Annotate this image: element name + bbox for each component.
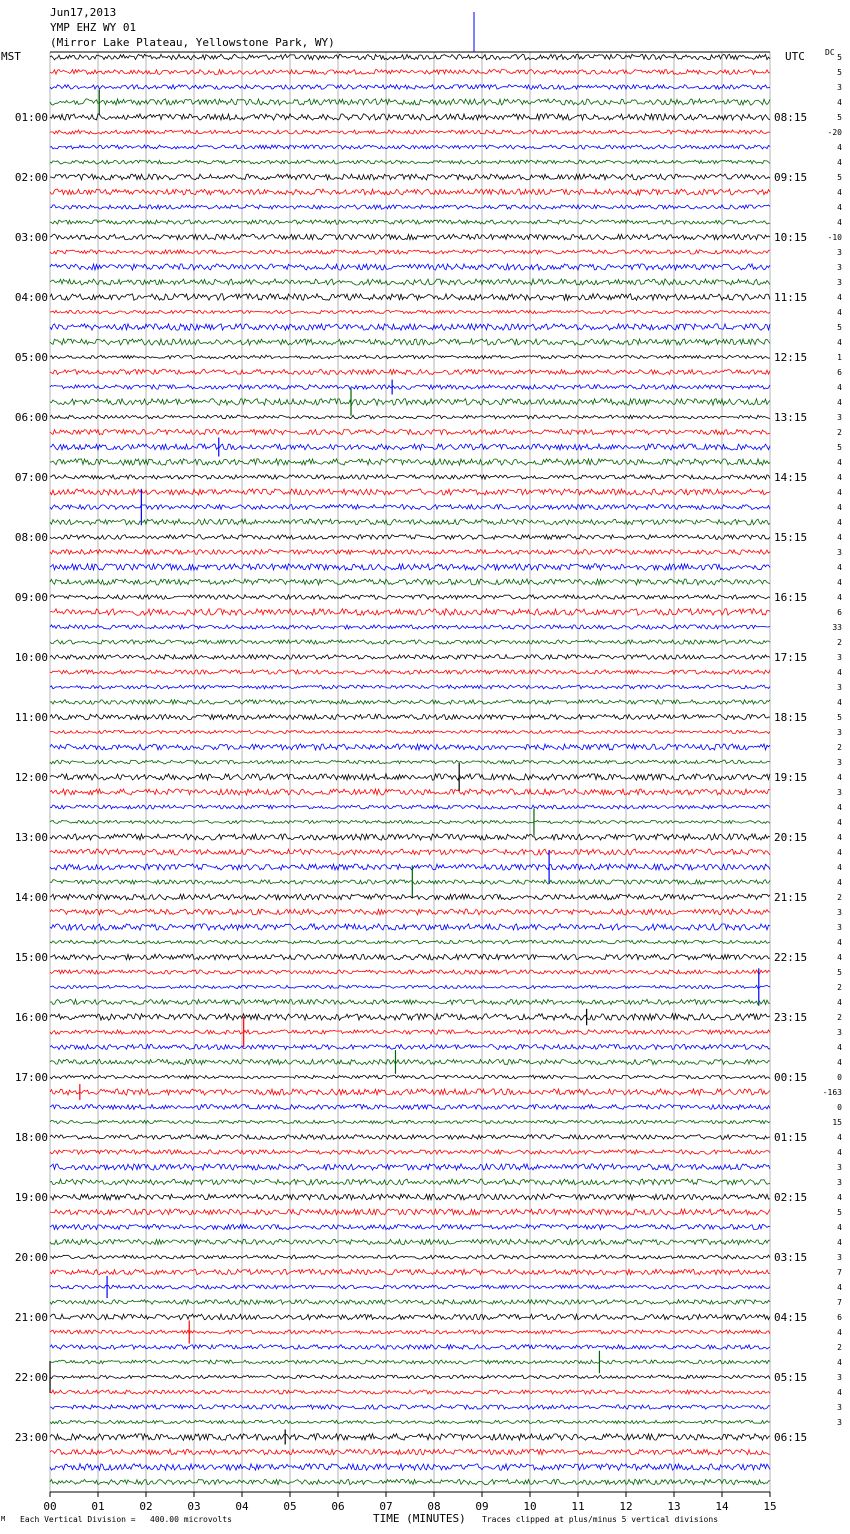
x-tick-label: 13 (667, 1500, 681, 1513)
dc-offset-label: 4 (837, 833, 842, 842)
seismic-trace (50, 805, 770, 809)
seismic-trace (50, 234, 770, 240)
plot-date: Jun17,2013 (50, 6, 117, 19)
dc-offset-label: 4 (837, 1193, 842, 1202)
dc-offset-label: 2 (837, 428, 842, 437)
dc-offset-label: 4 (837, 458, 842, 467)
seismic-trace (50, 760, 770, 764)
utc-hour-label: 13:15 (774, 411, 808, 424)
seismic-trace (50, 279, 770, 285)
dc-offset-label: 3 (837, 1178, 842, 1187)
mst-hour-label: 12:00 (14, 771, 48, 784)
utc-hour-label: 22:15 (774, 951, 808, 964)
seismic-trace (50, 700, 770, 705)
seismic-trace (50, 640, 770, 644)
utc-hour-label: 04:15 (774, 1311, 808, 1324)
seismic-trace (50, 999, 770, 1004)
x-tick-label: 08 (427, 1500, 441, 1513)
dc-offset-label: 0 (837, 1073, 842, 1082)
dc-offset-label: -20 (827, 128, 842, 137)
seismic-trace (50, 189, 770, 195)
mst-hour-label: 17:00 (14, 1071, 48, 1084)
utc-hour-label: 09:15 (774, 171, 808, 184)
seismic-trace (50, 70, 770, 75)
dc-offset-label: 4 (837, 863, 842, 872)
seismic-trace (50, 1075, 770, 1079)
seismic-trace (50, 595, 770, 600)
seismic-trace (50, 1105, 770, 1110)
dc-offset-label: 4 (837, 593, 842, 602)
utc-hour-label: 11:15 (774, 291, 808, 304)
dc-offset-label: 2 (837, 1013, 842, 1022)
dc-offset-label: 3 (837, 1253, 842, 1262)
seismic-trace (50, 54, 770, 60)
dc-offset-label: 3 (837, 908, 842, 917)
dc-offset-title: DC (825, 48, 835, 57)
dc-offset-label: 4 (837, 98, 842, 107)
station-location: (Mirror Lake Plateau, Yellowstone Park, WY) (50, 36, 335, 49)
dc-offset-label: 4 (837, 203, 842, 212)
dc-offset-label: 4 (837, 953, 842, 962)
dc-offset-label: 7 (837, 1298, 842, 1307)
dc-offset-label: 4 (837, 1133, 842, 1142)
seismic-trace (50, 924, 770, 930)
mst-hour-label: 02:00 (14, 171, 48, 184)
clip-note: Traces clipped at plus/minus 5 vertical divisions (482, 1515, 719, 1524)
mst-hour-label: 19:00 (14, 1191, 48, 1204)
dc-offset-label: 4 (837, 188, 842, 197)
utc-hour-label: 01:15 (774, 1131, 808, 1144)
dc-offset-label: 5 (837, 173, 842, 182)
seismic-trace (50, 1255, 770, 1259)
seismic-trace (50, 789, 770, 795)
dc-offset-label: 4 (837, 578, 842, 587)
corner-mark: M (1, 1515, 6, 1523)
dc-offset-label: 4 (837, 518, 842, 527)
seismic-trace (50, 1479, 770, 1484)
seismic-trace (50, 205, 770, 209)
utc-hour-label: 03:15 (774, 1251, 808, 1264)
mst-hour-label: 05:00 (14, 351, 48, 364)
seismic-trace (50, 339, 770, 345)
dc-offset-label: 33 (832, 623, 842, 632)
dc-offset-label: 4 (837, 818, 842, 827)
seismic-trace (50, 1464, 770, 1470)
dc-offset-label: 5 (837, 1208, 842, 1217)
seismic-trace (50, 1269, 770, 1274)
seismic-trace (50, 685, 770, 689)
utc-hour-label: 00:15 (774, 1071, 808, 1084)
seismic-trace (50, 294, 770, 301)
seismic-trace (50, 849, 770, 855)
dc-offset-label: 4 (837, 1238, 842, 1247)
dc-offset-label: 4 (837, 698, 842, 707)
seismic-trace (50, 160, 770, 164)
seismic-trace (50, 385, 770, 390)
dc-offset-label: 4 (837, 1358, 842, 1367)
dc-offset-label: 4 (837, 938, 842, 947)
dc-offset-label: 4 (837, 1328, 842, 1337)
seismic-trace (50, 864, 770, 870)
utc-hour-label: 17:15 (774, 651, 808, 664)
mst-hour-label: 09:00 (14, 591, 48, 604)
x-axis-title: TIME (MINUTES) (373, 1512, 466, 1525)
dc-offset-label: 3 (837, 1403, 842, 1412)
x-tick-label: 07 (379, 1500, 393, 1513)
mst-hour-label: 22:00 (14, 1371, 48, 1384)
utc-hour-label: 14:15 (774, 471, 808, 484)
seismic-trace (50, 459, 770, 465)
seismic-trace (50, 655, 770, 660)
dc-offset-label: 3 (837, 788, 842, 797)
dc-offset-label: 3 (837, 923, 842, 932)
dc-offset-label: 6 (837, 368, 842, 377)
seismic-trace (50, 1300, 770, 1305)
dc-offset-label: 4 (837, 158, 842, 167)
dc-offset-label: 5 (837, 113, 842, 122)
utc-hour-label: 21:15 (774, 891, 808, 904)
dc-offset-label: 1 (837, 353, 842, 362)
seismic-trace (50, 85, 770, 90)
seismic-trace (50, 1314, 770, 1320)
dc-offset-label: 5 (837, 713, 842, 722)
seismic-trace (50, 609, 770, 616)
station-id: YMP EHZ WY 01 (50, 21, 137, 34)
seismic-trace (50, 415, 770, 419)
seismic-trace (50, 744, 770, 750)
seismic-trace (50, 985, 770, 988)
seismic-trace (50, 399, 770, 406)
seismic-trace (50, 130, 770, 134)
seismic-trace (50, 1345, 770, 1350)
utc-hour-label: 05:15 (774, 1371, 808, 1384)
seismic-trace (50, 579, 770, 585)
seismic-trace (50, 834, 770, 840)
seismic-trace (50, 1194, 770, 1200)
dc-offset-label: 3 (837, 683, 842, 692)
utc-hour-label: 08:15 (774, 111, 808, 124)
seismic-trace (50, 625, 770, 629)
dc-offset-label: 3 (837, 1163, 842, 1172)
seismic-trace (50, 894, 770, 900)
dc-offset-label: 6 (837, 608, 842, 617)
dc-offset-label: 4 (837, 293, 842, 302)
utc-hour-label: 20:15 (774, 831, 808, 844)
seismic-trace (50, 1390, 770, 1394)
dc-offset-label: 0 (837, 1103, 842, 1112)
seismic-trace (50, 250, 770, 254)
dc-offset-label: 3 (837, 83, 842, 92)
dc-offset-label: 5 (837, 53, 842, 62)
dc-offset-label: 4 (837, 473, 842, 482)
dc-offset-label: 3 (837, 548, 842, 557)
dc-offset-label: 2 (837, 893, 842, 902)
dc-offset-label: 3 (837, 728, 842, 737)
axis-labels (15, 53, 842, 1513)
mst-hour-label: 08:00 (14, 531, 48, 544)
seismic-trace (50, 220, 770, 224)
mst-hour-label: 10:00 (14, 651, 48, 664)
dc-offset-label: 4 (837, 488, 842, 497)
seismic-trace (50, 1449, 770, 1454)
seismic-trace (50, 1059, 770, 1064)
dc-offset-label: 4 (837, 848, 842, 857)
x-tick-label: 00 (43, 1500, 57, 1513)
dc-offset-label: 4 (837, 878, 842, 887)
dc-offset-label: 4 (837, 338, 842, 347)
dc-offset-label: -10 (827, 233, 842, 242)
mst-hour-label: 15:00 (14, 951, 48, 964)
mst-hour-label: 23:00 (14, 1431, 48, 1444)
seismic-trace (50, 1089, 770, 1095)
seismic-trace (50, 324, 770, 330)
seismic-trace (50, 1375, 770, 1379)
seismic-trace (50, 145, 770, 149)
seismic-trace (50, 264, 770, 270)
seismic-trace (50, 1164, 770, 1170)
seismic-trace (50, 429, 770, 434)
utc-hour-label: 19:15 (774, 771, 808, 784)
x-tick-label: 12 (619, 1500, 633, 1513)
dc-offset-label: 4 (837, 1058, 842, 1067)
seismic-trace (50, 355, 770, 359)
mst-hour-label: 01:00 (14, 111, 48, 124)
seismic-trace (50, 444, 770, 450)
dc-offset-label: 2 (837, 743, 842, 752)
dc-offset-label: 3 (837, 758, 842, 767)
dc-offset-label: 4 (837, 143, 842, 152)
dc-offset-label: 2 (837, 1343, 842, 1352)
dc-offset-label: 5 (837, 968, 842, 977)
utc-axis-title: UTC (785, 50, 805, 63)
dc-offset-label: 4 (837, 998, 842, 1007)
seismic-trace (50, 670, 770, 674)
dc-offset-label: 4 (837, 218, 842, 227)
seismic-trace (50, 564, 770, 570)
dc-offset-label: 3 (837, 653, 842, 662)
dc-offset-label: 4 (837, 383, 842, 392)
x-tick-label: 15 (763, 1500, 777, 1513)
dc-offset-label: 4 (837, 1043, 842, 1052)
seismic-trace (50, 99, 770, 105)
seismic-trace (50, 1045, 770, 1050)
seismic-trace (50, 714, 770, 719)
utc-hour-label: 18:15 (774, 711, 808, 724)
utc-hour-label: 10:15 (774, 231, 808, 244)
seismic-trace (50, 1420, 770, 1423)
mst-axis-title: MST (1, 50, 21, 63)
seismic-trace (50, 1224, 770, 1229)
utc-hour-label: 15:15 (774, 531, 808, 544)
mst-hour-label: 07:00 (14, 471, 48, 484)
x-tick-label: 10 (523, 1500, 537, 1513)
dc-offset-label: 2 (837, 983, 842, 992)
dc-offset-label: 4 (837, 803, 842, 812)
mst-hour-label: 14:00 (14, 891, 48, 904)
dc-offset-label: -163 (822, 1088, 842, 1097)
seismic-trace (50, 1360, 770, 1364)
dc-offset-label: 5 (837, 443, 842, 452)
dc-offset-label: 3 (837, 1028, 842, 1037)
seismic-trace (50, 1285, 770, 1289)
mst-hour-label: 11:00 (14, 711, 48, 724)
seismic-trace (50, 114, 770, 120)
seismic-trace (50, 909, 770, 915)
x-tick-label: 01 (91, 1500, 105, 1513)
dc-offset-label: 4 (837, 398, 842, 407)
mst-hour-label: 20:00 (14, 1251, 48, 1264)
mst-hour-label: 06:00 (14, 411, 48, 424)
dc-offset-label: 6 (837, 1313, 842, 1322)
seismic-trace (50, 1209, 770, 1215)
seismic-trace (50, 1239, 770, 1244)
seismic-trace (50, 954, 770, 960)
seismic-trace (50, 1135, 770, 1140)
dc-offset-label: 3 (837, 1373, 842, 1382)
x-tick-label: 06 (331, 1500, 345, 1513)
seismic-trace (50, 310, 770, 313)
seismic-trace (50, 1405, 770, 1409)
x-tick-label: 14 (715, 1500, 729, 1513)
seismic-trace (50, 535, 770, 540)
seismic-trace (50, 550, 770, 555)
dc-offset-label: 3 (837, 1418, 842, 1427)
seismic-trace (50, 1434, 770, 1441)
dc-offset-label: 4 (837, 773, 842, 782)
seismic-trace (50, 505, 770, 510)
x-tick-label: 05 (283, 1500, 297, 1513)
utc-hour-label: 16:15 (774, 591, 808, 604)
seismic-trace (50, 475, 770, 479)
dc-offset-label: 5 (837, 68, 842, 77)
dc-offset-label: 2 (837, 638, 842, 647)
seismic-trace (50, 1150, 770, 1155)
seismic-trace (50, 370, 770, 375)
x-tick-label: 02 (139, 1500, 153, 1513)
dc-offset-label: 15 (832, 1118, 842, 1127)
utc-hour-label: 02:15 (774, 1191, 808, 1204)
seismic-trace (50, 774, 770, 780)
dc-offset-label: 3 (837, 278, 842, 287)
x-tick-label: 09 (475, 1500, 489, 1513)
mst-hour-label: 21:00 (14, 1311, 48, 1324)
dc-offset-label: 4 (837, 1148, 842, 1157)
seismic-trace (50, 1030, 770, 1034)
seismic-trace (50, 1179, 770, 1185)
dc-offset-label: 7 (837, 1268, 842, 1277)
mst-hour-label: 13:00 (14, 831, 48, 844)
utc-hour-label: 23:15 (774, 1011, 808, 1024)
dc-offset-label: 3 (837, 248, 842, 257)
dc-offset-label: 3 (837, 413, 842, 422)
mst-hour-label: 16:00 (14, 1011, 48, 1024)
vertical-division-note: Each Vertical Division = 400.00 microvolts (20, 1515, 232, 1524)
seismic-trace (50, 519, 770, 525)
x-tick-label: 11 (571, 1500, 585, 1513)
dc-offset-label: 4 (837, 1388, 842, 1397)
seismic-trace (50, 730, 770, 733)
trace-layer (50, 54, 770, 1485)
dc-offset-label: 4 (837, 563, 842, 572)
utc-hour-label: 06:15 (774, 1431, 808, 1444)
seismic-trace (50, 489, 770, 495)
dc-offset-label: 3 (837, 263, 842, 272)
seismic-trace (50, 174, 770, 180)
mst-hour-label: 04:00 (14, 291, 48, 304)
mst-hour-label: 03:00 (14, 231, 48, 244)
utc-hour-label: 12:15 (774, 351, 808, 364)
x-tick-label: 03 (187, 1500, 201, 1513)
seismic-trace (50, 1330, 770, 1334)
seismic-trace (50, 1014, 770, 1021)
dc-offset-label: 4 (837, 668, 842, 677)
seismic-trace (50, 970, 770, 974)
seismic-trace (50, 880, 770, 884)
seismic-trace (50, 1120, 770, 1123)
dc-offset-label: 5 (837, 323, 842, 332)
dc-offset-label: 4 (837, 503, 842, 512)
dc-offset-label: 4 (837, 533, 842, 542)
seismic-trace (50, 820, 770, 823)
dc-offset-label: 4 (837, 1223, 842, 1232)
mst-hour-label: 18:00 (14, 1131, 48, 1144)
dc-offset-label: 4 (837, 308, 842, 317)
dc-offset-label: 4 (837, 1283, 842, 1292)
seismic-trace (50, 940, 770, 944)
x-tick-label: 04 (235, 1500, 249, 1513)
